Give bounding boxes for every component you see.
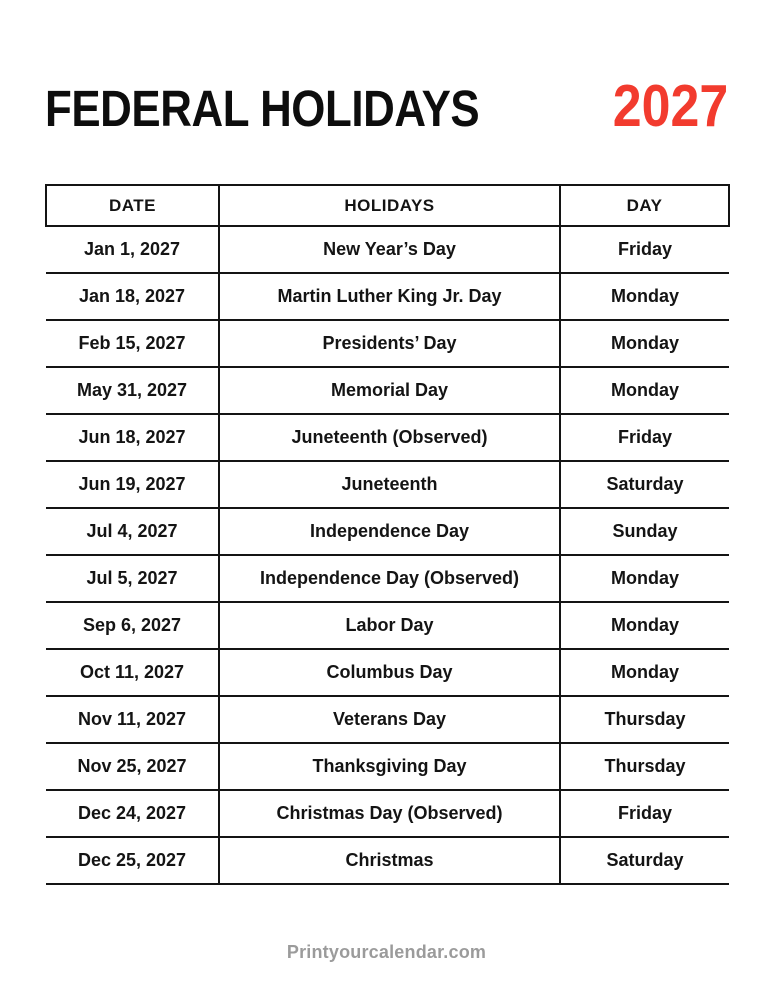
day-cell: Monday: [560, 320, 729, 367]
header-row: [46, 185, 729, 226]
holiday-cell: Memorial Day: [219, 367, 560, 414]
holiday-cell: Christmas Day (Observed): [219, 790, 560, 837]
holiday-table: [45, 184, 730, 885]
holiday-cell: Juneteenth: [219, 461, 560, 508]
day-cell: Monday: [560, 273, 729, 320]
table-row: [46, 273, 729, 320]
header-holidays: HOLIDAYS: [219, 185, 560, 226]
date-cell: Nov 25, 2027: [46, 743, 219, 790]
title-row: [45, 72, 728, 139]
table-row: [46, 461, 729, 508]
header-day: DAY: [560, 185, 729, 226]
day-cell: Thursday: [560, 696, 729, 743]
table-header: [46, 185, 729, 226]
date-cell: Jul 4, 2027: [46, 508, 219, 555]
table-row: [46, 508, 729, 555]
day-cell: Friday: [560, 790, 729, 837]
date-cell: Sep 6, 2027: [46, 602, 219, 649]
holiday-cell: Columbus Day: [219, 649, 560, 696]
table-row: [46, 696, 729, 743]
date-cell: Dec 24, 2027: [46, 790, 219, 837]
holiday-cell: Martin Luther King Jr. Day: [219, 273, 560, 320]
table-row: [46, 555, 729, 602]
page-title: FEDERAL HOLIDAYS: [45, 80, 480, 137]
date-cell: Nov 11, 2027: [46, 696, 219, 743]
holiday-table-body: [46, 226, 729, 884]
holiday-cell: Labor Day: [219, 602, 560, 649]
date-cell: Jul 5, 2027: [46, 555, 219, 602]
date-cell: Jun 19, 2027: [46, 461, 219, 508]
footer-site-name: Printyourcalendar.com: [286, 942, 487, 962]
table-row: [46, 790, 729, 837]
day-cell: Sunday: [560, 508, 729, 555]
holiday-cell: New Year’s Day: [219, 226, 560, 273]
holiday-cell: Independence Day (Observed): [219, 555, 560, 602]
date-cell: Jan 1, 2027: [46, 226, 219, 273]
holiday-cell: Juneteenth (Observed): [219, 414, 560, 461]
year-label: 2027: [612, 73, 728, 139]
date-cell: Jan 18, 2027: [46, 273, 219, 320]
day-cell: Monday: [560, 367, 729, 414]
holiday-cell: Presidents’ Day: [219, 320, 560, 367]
day-cell: Friday: [560, 226, 729, 273]
holiday-cell: Independence Day: [219, 508, 560, 555]
day-cell: Thursday: [560, 743, 729, 790]
table-row: [46, 226, 729, 273]
table-row: [46, 743, 729, 790]
day-cell: Monday: [560, 602, 729, 649]
day-cell: Monday: [560, 649, 729, 696]
day-cell: Saturday: [560, 837, 729, 884]
holiday-cell: Christmas: [219, 837, 560, 884]
table-row: [46, 837, 729, 884]
table-row: [46, 320, 729, 367]
day-cell: Friday: [560, 414, 729, 461]
date-cell: Oct 11, 2027: [46, 649, 219, 696]
table-row: [46, 649, 729, 696]
date-cell: Feb 15, 2027: [46, 320, 219, 367]
date-cell: May 31, 2027: [46, 367, 219, 414]
table-row: [46, 414, 729, 461]
day-cell: Saturday: [560, 461, 729, 508]
table-row: [46, 367, 729, 414]
table-row: [46, 602, 729, 649]
holiday-cell: Thanksgiving Day: [219, 743, 560, 790]
header-date: DATE: [46, 185, 219, 226]
holiday-cell: Veterans Day: [219, 696, 560, 743]
date-cell: Dec 25, 2027: [46, 837, 219, 884]
date-cell: Jun 18, 2027: [46, 414, 219, 461]
day-cell: Monday: [560, 555, 729, 602]
